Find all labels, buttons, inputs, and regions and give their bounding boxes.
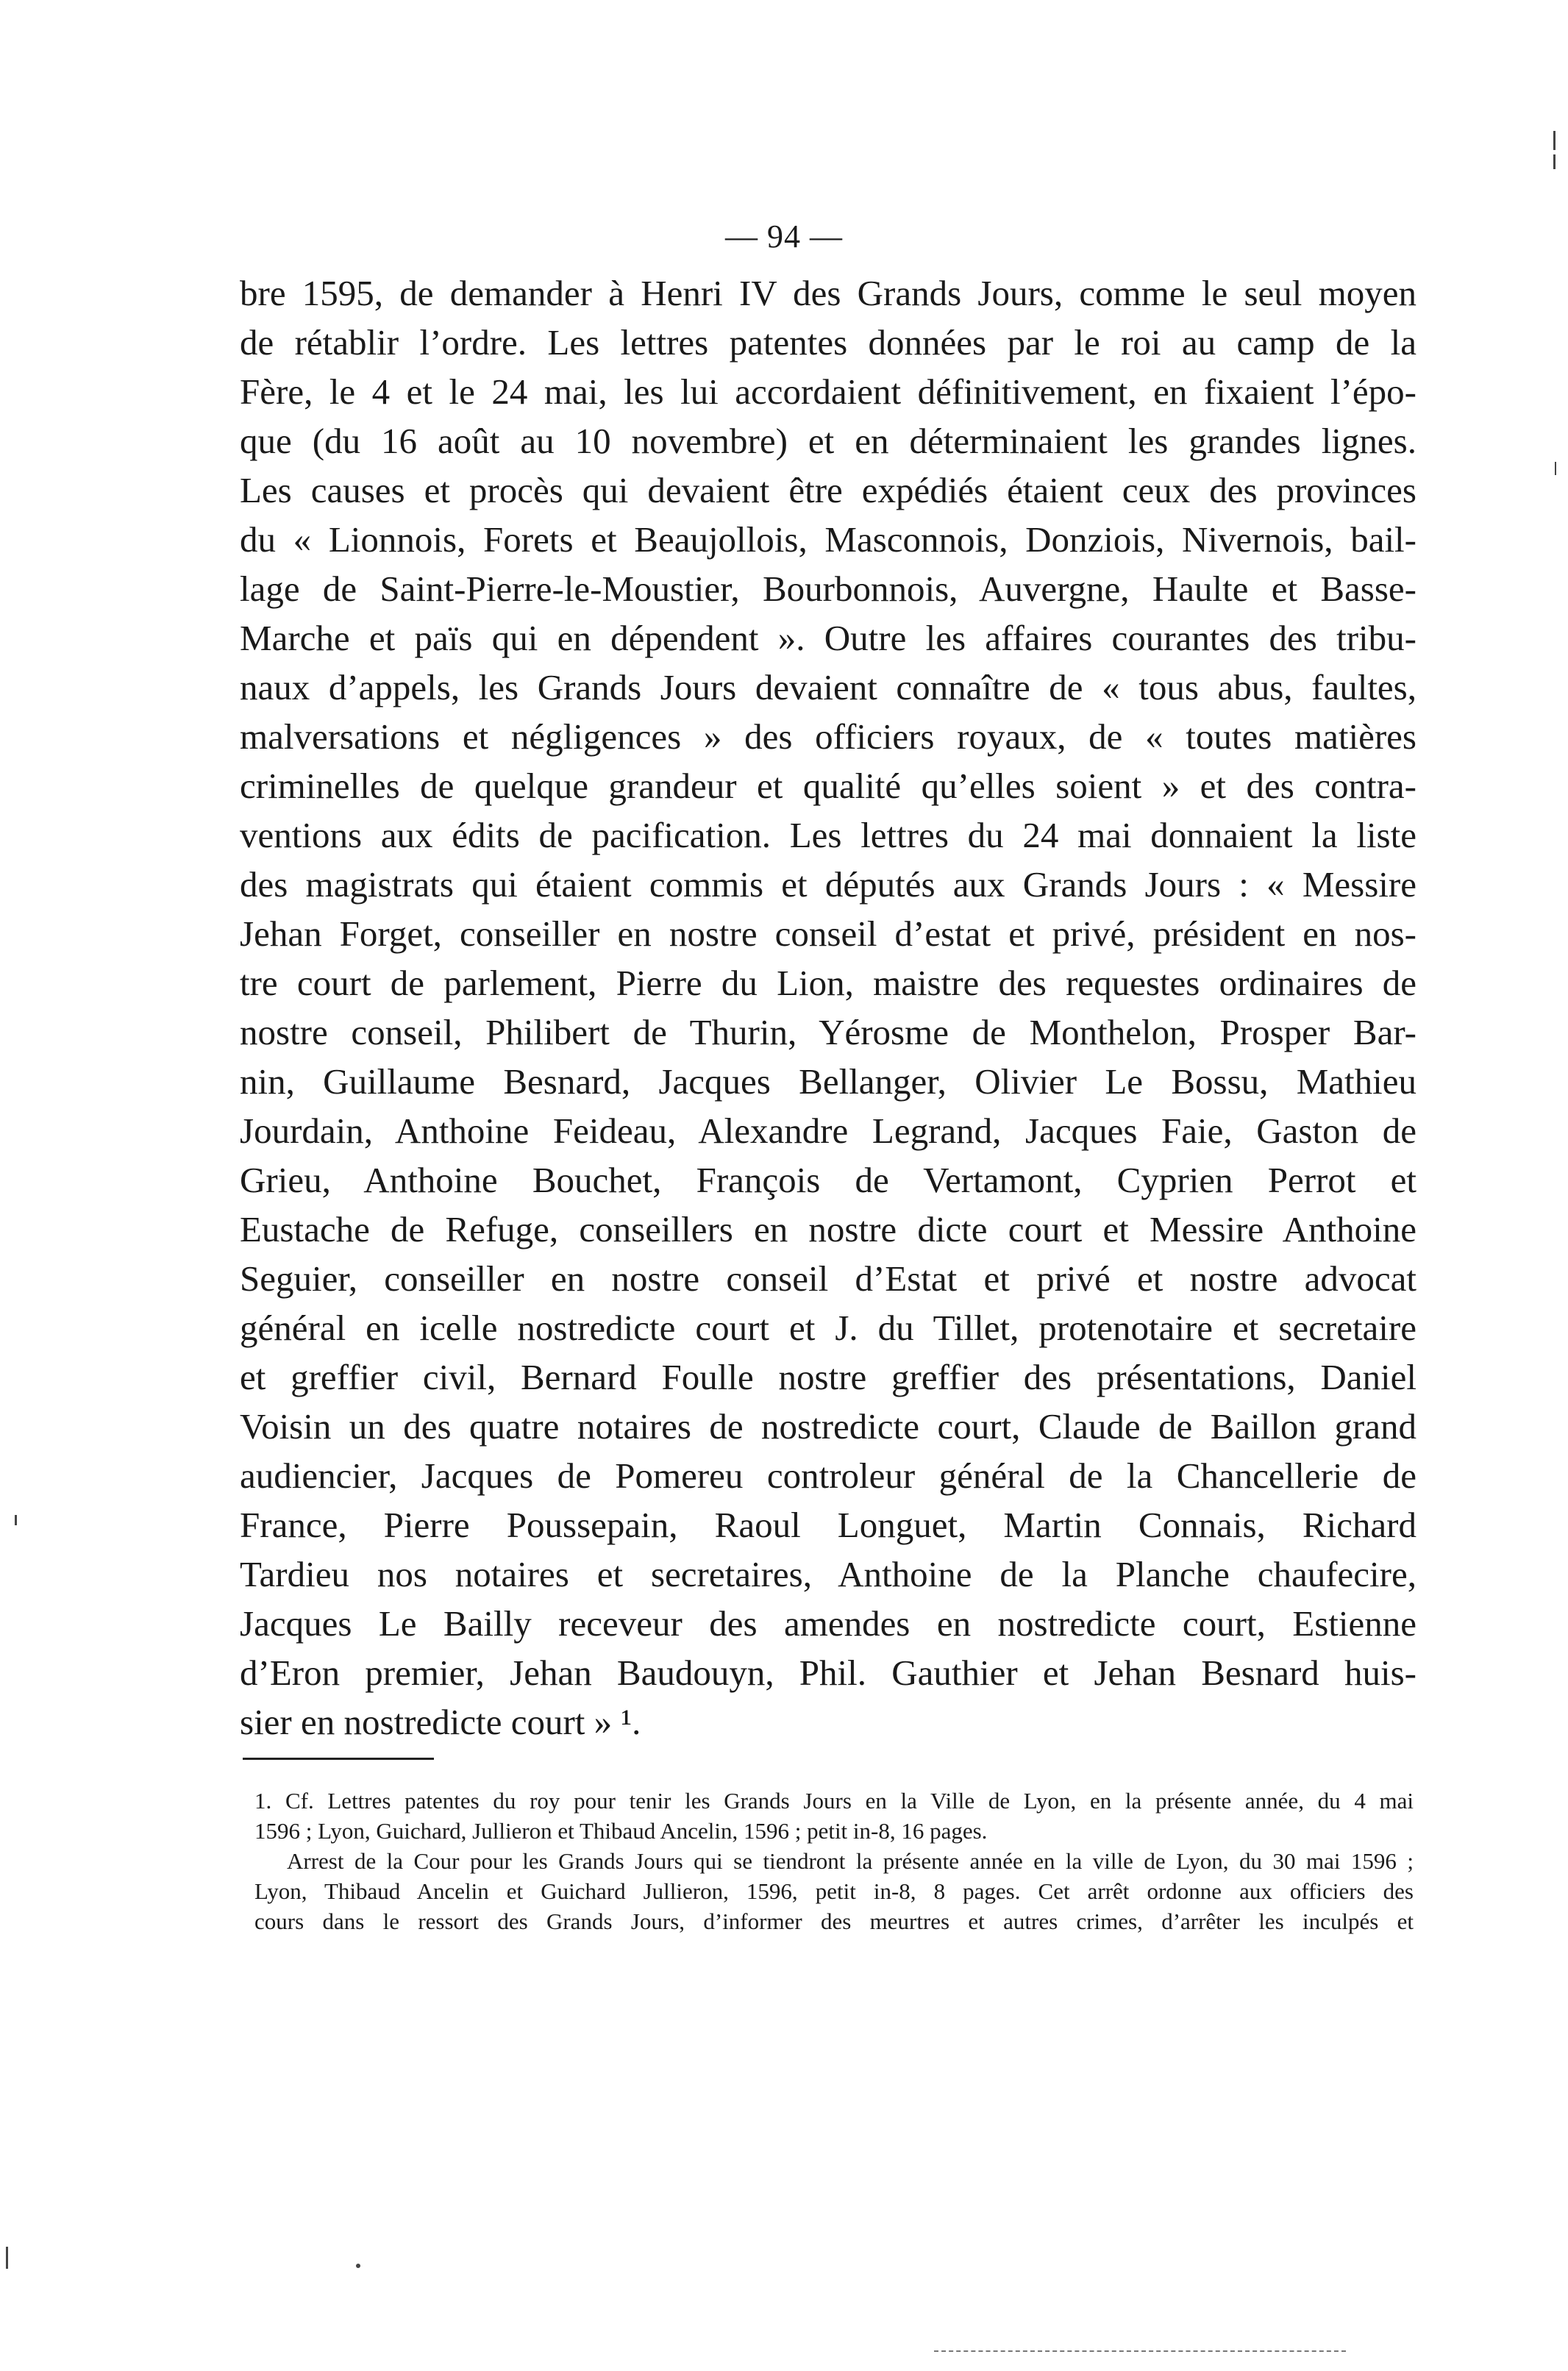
body-line: des magistrats qui étaient commis et députés aux Grands Jours : « Messire [240, 864, 1416, 905]
body-line: Les causes et procès qui devaient être expédiés étaient ceux des provinces [240, 470, 1416, 510]
body-line: audiencier, Jacques de Pomereu controleur général de la Chancellerie de [240, 1455, 1416, 1496]
scan-artifact [934, 2350, 1346, 2352]
body-line: nostre conseil, Philibert de Thurin, Yérosme de Monthelon, Prosper Bar- [240, 1012, 1416, 1052]
body-line: et greffier civil, Bernard Foulle nostre greffier des présentations, Daniel [240, 1357, 1416, 1397]
body-line: lage de Saint-Pierre-le-Moustier, Bourbonnois, Auvergne, Haulte et Basse- [240, 568, 1416, 609]
scan-speck [1555, 462, 1556, 475]
footnote-line: cours dans le ressort des Grands Jours, d’informer des meurtres et autres crimes, d’arrêter les inculpés et [254, 1908, 1414, 1934]
body-line: Jehan Forget, conseiller en nostre conseil d’estat et privé, président en nos- [240, 913, 1416, 954]
body-line: Fère, le 4 et le 24 mai, les lui accordaient définitivement, en fixaient l’épo- [240, 371, 1416, 412]
body-line: naux d’appels, les Grands Jours devaient connaître de « tous abus, faultes, [240, 667, 1416, 707]
body-line: ventions aux édits de pacification. Les lettres du 24 mai donnaient la liste [240, 815, 1416, 855]
footnote-separator [243, 1758, 434, 1760]
scan-speck [6, 2247, 8, 2269]
scan-speck [1553, 131, 1555, 150]
body-text [240, 268, 1416, 1747]
footnotes [254, 1786, 1414, 1936]
body-line: que (du 16 août au 10 novembre) et en déterminaient les grandes lignes. [240, 421, 1416, 461]
body-line: Seguier, conseiller en nostre conseil d’Estat et privé et nostre advocat [240, 1258, 1416, 1299]
scan-speck [1553, 154, 1555, 169]
page-number: — 94 — [725, 218, 843, 254]
body-line: Jacques Le Bailly receveur des amendes en nostredicte court, Estienne [240, 1603, 1416, 1644]
body-line: Jourdain, Anthoine Feideau, Alexandre Legrand, Jacques Faie, Gaston de [240, 1110, 1416, 1151]
body-line: nin, Guillaume Besnard, Jacques Bellanger, Olivier Le Bossu, Mathieu [240, 1061, 1416, 1102]
body-line: général en icelle nostredicte court et J. du Tillet, protenotaire et secretaire [240, 1308, 1416, 1348]
body-line: sier en nostredicte court » ¹. [240, 1702, 641, 1742]
scan-speck [15, 1515, 17, 1525]
body-line: Marche et païs qui en dépendent ». Outre les affaires courantes des tribu- [240, 618, 1416, 658]
body-line: d’Eron premier, Jehan Baudouyn, Phil. Gauthier et Jehan Besnard huis- [240, 1652, 1416, 1693]
body-line: du « Lionnois, Forets et Beaujollois, Masconnois, Donziois, Nivernois, bail- [240, 519, 1416, 560]
footnote-line: 1596 ; Lyon, Guichard, Jullieron et Thibaud Ancelin, 1596 ; petit in-8, 16 pages. [254, 1818, 988, 1844]
scan-speck [356, 2264, 360, 2268]
footnote-line: 1. Cf. Lettres patentes du roy pour tenir les Grands Jours en la Ville de Lyon, en la présente année, du 4 mai [254, 1788, 1414, 1814]
footnote-line: Lyon, Thibaud Ancelin et Guichard Jullieron, 1596, petit in-8, 8 pages. Cet arrêt ordonne aux officiers des [254, 1878, 1414, 1904]
body-line: Tardieu nos notaires et secretaires, Anthoine de la Planche chaufecire, [240, 1554, 1416, 1594]
body-line: tre court de parlement, Pierre du Lion, maistre des requestes ordinaires de [240, 963, 1416, 1003]
body-line: bre 1595, de demander à Henri IV des Grands Jours, comme le seul moyen [240, 273, 1416, 313]
body-line: criminelles de quelque grandeur et qualité qu’elles soient » et des contra- [240, 766, 1416, 806]
body-line: de rétablir l’ordre. Les lettres patentes données par le roi au camp de la [240, 322, 1416, 363]
body-line: Grieu, Anthoine Bouchet, François de Vertamont, Cyprien Perrot et [240, 1160, 1416, 1200]
body-line: malversations et négligences » des officiers royaux, de « toutes matières [240, 716, 1416, 757]
body-line: France, Pierre Poussepain, Raoul Longuet, Martin Connais, Richard [240, 1505, 1416, 1545]
body-line: Voisin un des quatre notaires de nostredicte court, Claude de Baillon grand [240, 1406, 1416, 1447]
footnote-line: Arrest de la Cour pour les Grands Jours qui se tiendront la présente année en la ville de Lyon, du 30 mai 1596 ; [287, 1848, 1414, 1874]
body-line: Eustache de Refuge, conseillers en nostre dicte court et Messire Anthoine [240, 1209, 1416, 1249]
